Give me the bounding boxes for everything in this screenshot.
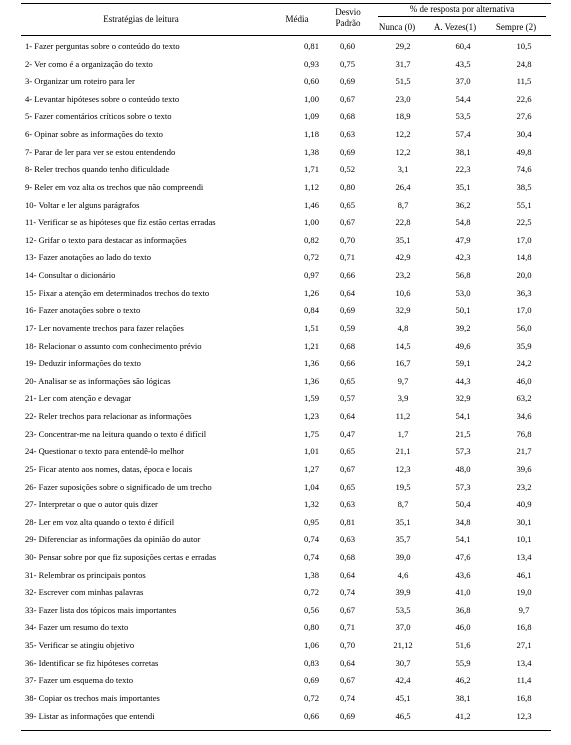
row-strategy: 35- Verificar se atingiu objetivo [25, 640, 135, 651]
row-sd: 0,70 [339, 640, 355, 651]
row-sometimes-pct: 22,3 [455, 164, 471, 175]
row-never-pct: 51,5 [395, 76, 411, 87]
table-row [21, 72, 551, 90]
row-always-pct: 16,8 [516, 622, 532, 633]
row-strategy: 20- Analisar se as informações são lógicas [25, 375, 171, 386]
row-mean: 1,38 [303, 569, 319, 580]
row-sometimes-pct: 57,3 [455, 446, 471, 457]
row-sometimes-pct: 49,6 [455, 340, 471, 351]
table-row [21, 389, 551, 407]
table-row [21, 618, 551, 636]
row-sd: 0,69 [339, 710, 355, 721]
row-sd: 0,63 [339, 129, 355, 140]
row-never-pct: 42,4 [395, 675, 411, 686]
row-sd: 0,52 [339, 164, 355, 175]
row-never-pct: 39,0 [395, 551, 411, 562]
row-never-pct: 12,3 [395, 463, 411, 474]
table-row [21, 337, 551, 355]
row-mean: 1,59 [303, 393, 319, 404]
table-row [21, 301, 551, 319]
row-never-pct: 23,0 [395, 93, 411, 104]
row-sd: 0,57 [339, 393, 355, 404]
row-always-pct: 56,0 [516, 322, 532, 333]
row-sometimes-pct: 35,1 [455, 181, 471, 192]
row-sometimes-pct: 43,5 [455, 58, 471, 69]
table-row [21, 707, 551, 725]
row-mean: 1,00 [303, 93, 319, 104]
row-sometimes-pct: 50,4 [455, 499, 471, 510]
table-row [21, 107, 551, 125]
header-always: Sempre (2) [495, 22, 537, 32]
row-never-pct: 14,5 [395, 340, 411, 351]
row-always-pct: 11,5 [516, 76, 532, 87]
row-sometimes-pct: 41,0 [455, 587, 471, 598]
row-sd: 0,63 [339, 499, 355, 510]
table-row [21, 671, 551, 689]
table-row [21, 566, 551, 584]
header-strategy: Estratégias de leitura [103, 14, 179, 24]
row-always-pct: 30,4 [516, 129, 532, 140]
row-strategy: 31- Relembrar os principais pontos [25, 569, 146, 580]
row-always-pct: 22,6 [516, 93, 532, 104]
row-strategy: 18- Relacionar o assunto com conhecimento prévio [25, 340, 202, 351]
row-sometimes-pct: 55,9 [455, 657, 471, 668]
row-strategy: 9- Reler em voz alta os trechos que não compreendi [25, 181, 204, 192]
row-sometimes-pct: 54,1 [455, 411, 471, 422]
table-row [21, 284, 551, 302]
row-sometimes-pct: 54,8 [455, 217, 471, 228]
row-mean: 0,83 [303, 657, 319, 668]
row-always-pct: 55,1 [516, 199, 532, 210]
row-sometimes-pct: 41,2 [455, 710, 471, 721]
row-always-pct: 24,8 [516, 58, 532, 69]
row-sd: 0,69 [339, 146, 355, 157]
row-sometimes-pct: 36,2 [455, 199, 471, 210]
row-sd: 0,64 [339, 657, 355, 668]
row-always-pct: 40,9 [516, 499, 532, 510]
table-row [21, 90, 551, 108]
table-row [21, 266, 551, 284]
row-always-pct: 24,2 [516, 358, 532, 369]
row-sd: 0,68 [339, 551, 355, 562]
row-mean: 1,51 [303, 322, 319, 333]
table-row [21, 636, 551, 654]
row-mean: 1,23 [303, 411, 319, 422]
row-strategy: 32- Escrever com minhas palavras [25, 587, 144, 598]
row-mean: 0,56 [303, 604, 319, 615]
row-strategy: 38- Copiar os trechos mais importantes [25, 692, 160, 703]
row-always-pct: 30,1 [516, 516, 532, 527]
row-never-pct: 31,7 [395, 58, 411, 69]
row-sometimes-pct: 43,6 [455, 569, 471, 580]
row-sd: 0,69 [339, 305, 355, 316]
row-always-pct: 27,6 [516, 111, 532, 122]
row-sd: 0,74 [339, 692, 355, 703]
header-sd-line1: Desvio [335, 7, 361, 17]
row-sometimes-pct: 59,1 [455, 358, 471, 369]
row-never-pct: 8,7 [397, 499, 409, 510]
row-always-pct: 63,2 [516, 393, 532, 404]
row-always-pct: 17,0 [516, 305, 532, 316]
table-row [21, 248, 551, 266]
row-sometimes-pct: 47,9 [455, 234, 471, 245]
row-sometimes-pct: 50,1 [455, 305, 471, 316]
row-mean: 0,84 [303, 305, 319, 316]
row-mean: 1,09 [303, 111, 319, 122]
row-mean: 0,97 [303, 270, 319, 281]
row-never-pct: 3,9 [397, 393, 409, 404]
table-row [21, 460, 551, 478]
table-row [21, 548, 551, 566]
row-mean: 1,01 [303, 446, 319, 457]
row-strategy: 2- Ver como é a organização do texto [25, 58, 153, 69]
row-mean: 1,27 [303, 463, 319, 474]
row-never-pct: 46,5 [395, 710, 411, 721]
row-sometimes-pct: 54,4 [455, 93, 471, 104]
row-never-pct: 1,7 [397, 428, 409, 439]
row-mean: 1,75 [303, 428, 319, 439]
row-never-pct: 18,9 [395, 111, 411, 122]
row-never-pct: 21,1 [395, 446, 411, 457]
row-always-pct: 38,5 [516, 181, 532, 192]
row-always-pct: 74,6 [516, 164, 532, 175]
row-strategy: 17- Ler novamente trechos para fazer relações [25, 322, 184, 333]
row-strategy: 26- Fazer suposições sobre o significado de um trecho [25, 481, 212, 492]
row-always-pct: 20,0 [516, 270, 532, 281]
row-always-pct: 17,0 [516, 234, 532, 245]
table-row [21, 37, 551, 55]
row-sd: 0,80 [339, 181, 355, 192]
row-mean: 1,12 [303, 181, 319, 192]
row-sd: 0,68 [339, 111, 355, 122]
table-row [21, 196, 551, 214]
row-sd: 0,65 [339, 481, 355, 492]
table-row [21, 601, 551, 619]
table-bottom-rule [21, 730, 551, 731]
row-always-pct: 19,0 [516, 587, 532, 598]
row-mean: 1,18 [303, 129, 319, 140]
row-always-pct: 9,7 [518, 604, 530, 615]
row-strategy: 10- Voltar e ler alguns parágrafos [25, 199, 140, 210]
table-row [21, 160, 551, 178]
table-row [21, 354, 551, 372]
row-sd: 0,59 [339, 322, 355, 333]
row-sometimes-pct: 42,3 [455, 252, 471, 263]
row-sd: 0,63 [339, 534, 355, 545]
table-row [21, 530, 551, 548]
header-never: Nunca (0) [378, 22, 416, 32]
row-never-pct: 9,7 [397, 375, 409, 386]
table-row [21, 55, 551, 73]
row-mean: 0,72 [303, 692, 319, 703]
row-sometimes-pct: 51,6 [455, 640, 471, 651]
table-row [21, 442, 551, 460]
row-mean: 0,69 [303, 675, 319, 686]
row-strategy: 30- Pensar sobre por que fiz suposições certas e erradas [25, 551, 217, 562]
row-mean: 1,26 [303, 287, 319, 298]
row-always-pct: 10,1 [516, 534, 532, 545]
row-sd: 0,70 [339, 234, 355, 245]
row-mean: 1,71 [303, 164, 319, 175]
row-strategy: 29- Diferenciar as informações da opinião do autor [25, 534, 201, 545]
row-mean: 1,04 [303, 481, 319, 492]
row-always-pct: 39,6 [516, 463, 532, 474]
row-sd: 0,69 [339, 76, 355, 87]
row-never-pct: 35,1 [395, 516, 411, 527]
row-sometimes-pct: 38,1 [455, 692, 471, 703]
row-sd: 0,67 [339, 463, 355, 474]
row-never-pct: 21,12 [393, 640, 413, 651]
row-always-pct: 23,2 [516, 481, 532, 492]
row-sd: 0,74 [339, 587, 355, 598]
row-sometimes-pct: 38,1 [455, 146, 471, 157]
header-mean: Média [285, 14, 309, 24]
row-sometimes-pct: 53,0 [455, 287, 471, 298]
row-strategy: 16- Fazer anotações sobre o texto [25, 305, 141, 316]
table-row [21, 178, 551, 196]
row-mean: 1,32 [303, 499, 319, 510]
row-strategy: 6- Opinar sobre as informações do texto [25, 129, 163, 140]
row-sd: 0,75 [339, 58, 355, 69]
row-never-pct: 10,6 [395, 287, 411, 298]
row-mean: 0,80 [303, 622, 319, 633]
row-strategy: 14- Consultar o dicionário [25, 270, 116, 281]
row-never-pct: 26,4 [395, 181, 411, 192]
row-strategy: 28- Ler em voz alta quando o texto é difícil [25, 516, 175, 527]
row-sometimes-pct: 32,9 [455, 393, 471, 404]
row-mean: 1,21 [303, 340, 319, 351]
row-sd: 0,66 [339, 358, 355, 369]
row-strategy: 39- Listar as informações que entendi [25, 710, 155, 721]
row-sometimes-pct: 46,2 [455, 675, 471, 686]
row-always-pct: 27,1 [516, 640, 532, 651]
row-always-pct: 49,8 [516, 146, 532, 157]
row-always-pct: 11,4 [516, 675, 532, 686]
row-strategy: 27- Interpretar o que o autor quis dizer [25, 499, 158, 510]
row-sd: 0,81 [339, 516, 355, 527]
row-never-pct: 32,9 [395, 305, 411, 316]
row-never-pct: 35,1 [395, 234, 411, 245]
row-mean: 0,82 [303, 234, 319, 245]
row-sometimes-pct: 54,1 [455, 534, 471, 545]
row-strategy: 37- Fazer um esquema do texto [25, 675, 134, 686]
row-never-pct: 3,1 [397, 164, 409, 175]
row-always-pct: 21,7 [516, 446, 532, 457]
row-mean: 0,74 [303, 534, 319, 545]
row-strategy: 5- Fazer comentários críticos sobre o texto [25, 111, 172, 122]
row-always-pct: 13,4 [516, 657, 532, 668]
table-row [21, 213, 551, 231]
row-always-pct: 46,0 [516, 375, 532, 386]
table-row [21, 478, 551, 496]
row-never-pct: 30,7 [395, 657, 411, 668]
row-always-pct: 13,4 [516, 551, 532, 562]
header-sd-line2: Padrão [335, 18, 361, 28]
row-never-pct: 12,2 [395, 146, 411, 157]
table-row [21, 143, 551, 161]
row-always-pct: 22,5 [516, 217, 532, 228]
row-mean: 1,36 [303, 375, 319, 386]
row-strategy: 19- Deduzir informações do texto [25, 358, 141, 369]
row-sd: 0,65 [339, 199, 355, 210]
row-sd: 0,71 [339, 622, 355, 633]
row-always-pct: 10,5 [516, 41, 532, 51]
row-strategy: 3- Organizar um roteiro para ler [25, 76, 135, 87]
row-sd: 0,68 [339, 340, 355, 351]
row-sd: 0,66 [339, 270, 355, 281]
row-mean: 1,00 [303, 217, 319, 228]
row-sometimes-pct: 21,5 [455, 428, 471, 439]
row-strategy: 1- Fazer perguntas sobre o conteúdo do texto [25, 41, 180, 51]
row-never-pct: 53,5 [395, 604, 411, 615]
row-never-pct: 11,2 [395, 411, 411, 422]
row-strategy: 15- Fixar a atenção em determinados trechos do texto [25, 287, 210, 298]
row-sd: 0,71 [339, 252, 355, 263]
row-mean: 0,66 [303, 710, 319, 721]
row-sd: 0,64 [339, 287, 355, 298]
table-row [21, 654, 551, 672]
row-strategy: 8- Reler trechos quando tenho dificuldade [25, 164, 170, 175]
row-always-pct: 34,6 [516, 411, 532, 422]
row-never-pct: 37,0 [395, 622, 411, 633]
table-row [21, 125, 551, 143]
row-mean: 1,46 [303, 199, 319, 210]
header-response-group: % de resposta por alternativa [409, 4, 515, 14]
table-row [21, 495, 551, 513]
row-strategy: 33- Fazer lista dos tópicos mais importantes [25, 604, 177, 615]
row-never-pct: 45,1 [395, 692, 411, 703]
row-mean: 0,72 [303, 252, 319, 263]
table-row [21, 513, 551, 531]
row-strategy: 21- Ler com atenção e devagar [25, 393, 132, 404]
row-strategy: 7- Parar de ler para ver se estou entendendo [25, 146, 176, 157]
row-never-pct: 39,9 [395, 587, 411, 598]
row-never-pct: 23,2 [395, 270, 411, 281]
row-strategy: 34- Fazer um resumo do texto [25, 622, 129, 633]
table-row [21, 425, 551, 443]
row-never-pct: 8,7 [397, 199, 409, 210]
row-strategy: 12- Grifar o texto para destacar as informações [25, 234, 187, 245]
row-sometimes-pct: 34,8 [455, 516, 471, 527]
row-mean: 0,93 [303, 58, 319, 69]
row-never-pct: 42,9 [395, 252, 411, 263]
row-sd: 0,64 [339, 411, 355, 422]
row-always-pct: 14,8 [516, 252, 532, 263]
row-sometimes-pct: 57,4 [455, 129, 471, 140]
row-strategy: 22- Reler trechos para relacionar as informações [25, 411, 192, 422]
row-sd: 0,65 [339, 375, 355, 386]
row-strategy: 13- Fazer anotações ao lado do texto [25, 252, 151, 263]
row-sometimes-pct: 37,0 [455, 76, 471, 87]
row-never-pct: 19,5 [395, 481, 411, 492]
row-never-pct: 29,2 [395, 41, 411, 51]
table-row [21, 583, 551, 601]
row-never-pct: 35,7 [395, 534, 411, 545]
table-row [21, 319, 551, 337]
row-sd: 0,67 [339, 604, 355, 615]
row-always-pct: 46,1 [516, 569, 532, 580]
row-strategy: 11- Verificar se as hipóteses que fiz estão certas erradas [25, 217, 216, 228]
row-sometimes-pct: 57,3 [455, 481, 471, 492]
row-strategy: 4- Levantar hipóteses sobre o conteúdo texto [25, 93, 180, 104]
row-sd: 0,67 [339, 675, 355, 686]
row-mean: 0,72 [303, 587, 319, 598]
row-always-pct: 35,9 [516, 340, 532, 351]
row-always-pct: 76,8 [516, 428, 532, 439]
row-sometimes-pct: 47,6 [455, 551, 471, 562]
row-mean: 0,95 [303, 516, 319, 527]
row-mean: 0,74 [303, 551, 319, 562]
row-sometimes-pct: 39,2 [455, 322, 471, 333]
header-bottom-rule [21, 35, 551, 36]
row-mean: 0,60 [303, 76, 319, 87]
row-always-pct: 36,3 [516, 287, 532, 298]
row-never-pct: 4,8 [397, 322, 409, 333]
header-sometimes: A. Vezes(1) [433, 22, 477, 32]
row-never-pct: 22,8 [395, 217, 411, 228]
row-sd: 0,47 [339, 428, 355, 439]
table-row [21, 372, 551, 390]
row-sd: 0,65 [339, 446, 355, 457]
row-strategy: 24- Questionar o texto para entendê-lo melhor [25, 446, 184, 457]
row-sd: 0,64 [339, 569, 355, 580]
row-never-pct: 12,2 [395, 129, 411, 140]
row-strategy: 36- Identificar se fiz hipóteses corretas [25, 657, 159, 668]
row-sd: 0,60 [339, 41, 355, 51]
row-sd: 0,67 [339, 217, 355, 228]
table-row [21, 407, 551, 425]
row-mean: 1,06 [303, 640, 319, 651]
row-mean: 1,36 [303, 358, 319, 369]
row-always-pct: 16,8 [516, 692, 532, 703]
row-sometimes-pct: 36,8 [455, 604, 471, 615]
row-strategy: 23- Concentrar-me na leitura quando o texto é difícil [25, 428, 207, 439]
row-sometimes-pct: 60,4 [455, 41, 471, 51]
row-sometimes-pct: 56,8 [455, 270, 471, 281]
row-sometimes-pct: 48,0 [455, 463, 471, 474]
header-group-rule [378, 16, 546, 17]
row-mean: 1,38 [303, 146, 319, 157]
row-mean: 0,81 [303, 41, 319, 51]
row-strategy: 25- Ficar atento aos nomes, datas, época e locais [25, 463, 193, 474]
row-sd: 0,67 [339, 93, 355, 104]
table-row [21, 231, 551, 249]
row-never-pct: 4,6 [397, 569, 409, 580]
row-sometimes-pct: 44,3 [455, 375, 471, 386]
row-sometimes-pct: 46,0 [455, 622, 471, 633]
row-never-pct: 16,7 [395, 358, 411, 369]
row-always-pct: 12,3 [516, 710, 532, 721]
row-sometimes-pct: 53,5 [455, 111, 471, 122]
table-row [21, 689, 551, 707]
